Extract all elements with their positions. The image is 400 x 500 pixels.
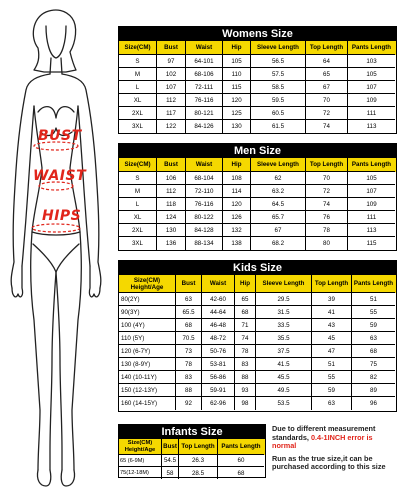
kids-table-cell: 45.5 (256, 371, 312, 384)
men-table-cell: 113 (348, 224, 395, 237)
body-measurement-figure (0, 0, 118, 500)
womens-table-cell: 80-121 (186, 107, 223, 120)
womens-table-cell: 72-111 (186, 81, 223, 94)
womens-table-cell: 58.5 (251, 81, 306, 94)
womens-table-cell: 113 (366, 123, 377, 130)
kids-table-cell: 51 (352, 293, 395, 306)
womens-table-cell: 56.5 (251, 55, 306, 68)
men-table-cell: 112 (157, 185, 186, 198)
kids-table-cell: 88 (176, 384, 202, 397)
kids-table-cell: 35.5 (256, 332, 312, 345)
kids-table-cell: 160 (14-15Y) (119, 397, 176, 410)
kids-table-cell: 89 (352, 384, 395, 397)
men-header-cell: Bust (157, 158, 186, 172)
womens-rows (119, 55, 396, 133)
kids-table-row (119, 397, 396, 410)
kids-table-cell: 41 (312, 306, 352, 319)
men-table-cell: 126 (223, 211, 251, 224)
kids-table-cell: 63 (312, 397, 352, 410)
kids-table-cell: 53.5 (256, 397, 312, 410)
men-table-cell: 62 (251, 172, 306, 185)
kids-table-cell: 71 (235, 319, 256, 332)
men-table-cell: 111 (348, 211, 395, 224)
kids-table-cell: 33.5 (256, 319, 312, 332)
womens-size-table (118, 26, 397, 134)
womens-table-cell: 107 (157, 81, 186, 94)
womens-table-cell: 76-116 (186, 94, 223, 107)
womens-header-cell: Pants Length (348, 41, 395, 55)
men-header-cell: Hip (223, 158, 251, 172)
men-table-cell: S (119, 172, 157, 185)
measurement-error-note (272, 425, 398, 451)
infants-header-row (119, 439, 265, 455)
womens-table-cell: 65 (306, 68, 348, 81)
size-note (272, 425, 398, 476)
men-table-cell: 106 (157, 172, 186, 185)
infants-table-cell: 60 (218, 455, 264, 467)
kids-table-cell: 90(3Y) (119, 306, 176, 319)
men-header-cell: Sleeve Length (251, 158, 306, 172)
kids-size-table (118, 260, 397, 412)
womens-table-row (119, 107, 396, 120)
true-size-note: Run as the true size,it can be purchased according to this size (272, 453, 386, 472)
womens-table-cell: 2XL (119, 107, 157, 120)
kids-table-cell: 65 (235, 293, 256, 306)
kids-table-cell: 96 (370, 400, 377, 407)
men-table-cell: 136 (157, 237, 186, 250)
womens-header-cell: Hip (223, 41, 251, 55)
kids-table-cell: 45 (312, 332, 352, 345)
womens-table-cell: 107 (348, 81, 395, 94)
infants-size-title: Infants Size (119, 425, 265, 439)
kids-table-cell: 68 (176, 319, 202, 332)
womens-table-row (119, 81, 396, 94)
men-table-row (119, 198, 396, 211)
men-table-cell: 84-128 (186, 224, 223, 237)
men-table-row (119, 224, 396, 237)
kids-table-cell: 44-64 (202, 306, 235, 319)
kids-header-cell: Bust (176, 275, 202, 293)
kids-table-row (119, 319, 396, 332)
womens-table-cell: 97 (157, 55, 186, 68)
kids-table-cell: 65.5 (176, 306, 202, 319)
men-table-cell: 108 (223, 172, 251, 185)
note-line1-pre: Due to different measurement standards, (272, 424, 376, 442)
kids-table-row (119, 345, 396, 358)
womens-table-row (119, 68, 396, 81)
men-table-cell: 88-134 (186, 237, 223, 250)
kids-table-cell: 55 (352, 306, 395, 319)
womens-table-cell: 67 (306, 81, 348, 94)
kids-table-cell: 92 (176, 397, 202, 410)
kids-header-cell: Hip (235, 275, 256, 293)
kids-table-cell: 63 (176, 293, 202, 306)
men-table-cell: 107 (348, 185, 395, 198)
womens-table-row (119, 55, 396, 68)
men-size-table (118, 143, 397, 251)
womens-header-cell: Waist (186, 41, 223, 55)
womens-table-row (119, 94, 396, 107)
kids-table-cell: 82 (352, 371, 395, 384)
men-table-cell: 3XL (119, 237, 157, 250)
men-table-cell: 105 (348, 172, 395, 185)
womens-size-title: Womens Size (119, 27, 396, 41)
men-table-cell: 114 (223, 185, 251, 198)
kids-table-cell: 74 (235, 332, 256, 345)
kids-table-row (119, 306, 396, 319)
kids-header-cell: Size(CM) Height/Age (119, 275, 176, 293)
men-table-cell: 68-104 (186, 172, 223, 185)
men-header-cell: Waist (186, 158, 223, 172)
kids-table-cell: 39 (312, 293, 352, 306)
kids-table-cell: 83 (176, 371, 202, 384)
bust-label: BUST (38, 128, 82, 144)
kids-table-cell: 83 (235, 358, 256, 371)
womens-table-cell: 3XL (119, 120, 157, 133)
kids-table-cell: 53-81 (202, 358, 235, 371)
womens-table-cell: 115 (223, 81, 251, 94)
men-table-cell: 64.5 (251, 198, 306, 211)
men-table-cell: 109 (348, 198, 395, 211)
kids-header-cell: Sleeve Length (256, 275, 312, 293)
infants-rows (119, 455, 265, 479)
kids-table-cell: 50-76 (202, 345, 235, 358)
kids-table-cell: 130 (8-9Y) (119, 358, 176, 371)
kids-table-cell: 110 (5Y) (119, 332, 176, 345)
kids-table-cell: 42-60 (202, 293, 235, 306)
infants-header-cell: Bust (162, 439, 179, 455)
men-table-cell: 72 (306, 185, 348, 198)
womens-table-cell: XL (119, 94, 157, 107)
womens-table-cell: 110 (223, 68, 251, 81)
infants-header-cell: Top Length (179, 439, 218, 455)
men-table-cell: 124 (157, 211, 186, 224)
infants-table-row (119, 455, 265, 467)
kids-table-cell: 51 (312, 358, 352, 371)
kids-table-row (119, 332, 396, 345)
kids-table-cell: 55 (312, 371, 352, 384)
kids-table-cell: 49.5 (256, 384, 312, 397)
womens-table-cell: 130 (223, 120, 251, 133)
womens-table-cell: 74 (306, 120, 348, 133)
kids-table-cell: 37.5 (256, 345, 312, 358)
womens-table-cell: 111 (348, 107, 395, 120)
men-table-row (119, 185, 396, 198)
kids-table-cell: 140 (10-11Y) (119, 371, 176, 384)
men-table-cell: 67 (251, 224, 306, 237)
womens-table-cell: L (119, 81, 157, 94)
men-table-cell: 65.7 (251, 211, 306, 224)
men-table-cell: 76-116 (186, 198, 223, 211)
kids-table-row (119, 358, 396, 371)
kids-table-row (119, 371, 396, 384)
infants-size-table (118, 424, 266, 478)
kids-size-title: Kids Size (119, 261, 396, 275)
kids-table-cell: 73 (176, 345, 202, 358)
waist-label: WAIST (33, 168, 87, 184)
infants-table-cell: 58 (162, 467, 179, 479)
womens-table-cell: 61.5 (251, 120, 306, 133)
men-table-cell: 2XL (119, 224, 157, 237)
kids-table-cell: 47 (312, 345, 352, 358)
womens-table-cell: 70 (306, 94, 348, 107)
kids-table-cell: 68 (352, 345, 395, 358)
kids-table-cell: 78 (176, 358, 202, 371)
kids-table-cell: 150 (12-13Y) (119, 384, 176, 397)
men-table-row (119, 237, 396, 250)
infants-header-cell: Size(CM) Height/Age (119, 439, 162, 455)
men-table-row (119, 172, 396, 185)
kids-table-cell: 98 (235, 397, 256, 410)
kids-table-cell: 93 (235, 384, 256, 397)
kids-table-cell: 29.5 (256, 293, 312, 306)
womens-table-cell: 120 (223, 94, 251, 107)
men-header-cell: Size(CM) (119, 158, 157, 172)
men-table-cell: 118 (157, 198, 186, 211)
infants-table-cell: 65 (6-9M) (119, 455, 162, 467)
womens-table-cell: 102 (157, 68, 186, 81)
infants-table-cell: 28.5 (179, 467, 218, 479)
men-table-cell: M (119, 185, 157, 198)
kids-table-row (119, 384, 396, 397)
men-table-cell: 130 (157, 224, 186, 237)
men-table-cell: XL (119, 211, 157, 224)
men-size-title: Men Size (119, 144, 396, 158)
men-header-row (119, 158, 396, 172)
kids-table-cell: 46-48 (202, 319, 235, 332)
men-table-cell: 74 (306, 198, 348, 211)
womens-header-cell: Sleeve Length (251, 41, 306, 55)
kids-table-row (119, 293, 396, 306)
kids-table-cell: 59 (352, 319, 395, 332)
kids-table-cell: 43 (312, 319, 352, 332)
kids-header-row (119, 275, 396, 293)
men-table-cell: 138 (223, 237, 251, 250)
body-outline-illustration (0, 0, 118, 500)
men-table-cell: 120 (223, 198, 251, 211)
kids-table-cell: 78 (235, 345, 256, 358)
womens-table-cell: 60.5 (251, 107, 306, 120)
womens-table-cell: S (119, 55, 157, 68)
men-table-cell: 78 (306, 224, 348, 237)
womens-table-cell: 125 (223, 107, 251, 120)
infants-table-cell: 68 (237, 469, 245, 477)
womens-table-cell: 103 (348, 55, 395, 68)
kids-table-cell: 48-72 (202, 332, 235, 345)
men-table-cell: 115 (366, 240, 377, 247)
womens-table-cell: 84-126 (186, 120, 223, 133)
men-table-cell: L (119, 198, 157, 211)
kids-table-cell: 75 (352, 358, 395, 371)
kids-table-cell: 120 (6-7Y) (119, 345, 176, 358)
kids-table-cell: 88 (235, 371, 256, 384)
kids-table-cell: 68 (235, 306, 256, 319)
infants-table-cell: 54.5 (162, 455, 179, 467)
womens-table-cell: 109 (348, 94, 395, 107)
womens-header-cell: Bust (157, 41, 186, 55)
womens-table-cell: 105 (223, 55, 251, 68)
men-rows (119, 172, 396, 250)
womens-table-cell: 117 (157, 107, 186, 120)
kids-rows (119, 293, 396, 410)
womens-header-cell: Size(CM) (119, 41, 157, 55)
men-table-row (119, 211, 396, 224)
men-table-cell: 80 (306, 237, 348, 250)
men-header-cell: Top Length (306, 158, 348, 172)
men-table-cell: 76 (306, 211, 348, 224)
infants-table-row (119, 467, 265, 479)
womens-table-cell: 122 (157, 120, 186, 133)
womens-header-row (119, 41, 396, 55)
womens-table-cell: 112 (157, 94, 186, 107)
kids-table-cell: 41.5 (256, 358, 312, 371)
womens-table-cell: 57.5 (251, 68, 306, 81)
hips-label: HIPS (42, 208, 82, 224)
womens-table-cell: 59.5 (251, 94, 306, 107)
note-line1-red: 0.4-1INCH error (310, 432, 365, 442)
infants-table-cell: 75(12-18M) (119, 467, 162, 479)
kids-header-cell: Waist (202, 275, 235, 293)
infants-table-cell: 26.3 (179, 455, 218, 467)
kids-table-cell: 31.5 (256, 306, 312, 319)
note-line1-post: is normal (272, 432, 373, 451)
infants-header-cell: Pants Length (218, 439, 264, 455)
womens-table-cell: 64 (306, 55, 348, 68)
kids-table-cell: 62-96 (202, 397, 235, 410)
womens-table-row (119, 120, 396, 133)
kids-header-cell: Top Length (312, 275, 352, 293)
men-header-cell: Pants Length (348, 158, 395, 172)
kids-table-cell: 56-86 (202, 371, 235, 384)
men-table-cell: 132 (223, 224, 251, 237)
womens-table-cell: 72 (306, 107, 348, 120)
men-table-cell: 63.2 (251, 185, 306, 198)
kids-table-cell: 100 (4Y) (119, 319, 176, 332)
men-table-cell: 70 (306, 172, 348, 185)
men-table-cell: 80-122 (186, 211, 223, 224)
kids-table-cell: 63 (352, 332, 395, 345)
womens-table-cell: 105 (348, 68, 395, 81)
men-table-cell: 72-110 (186, 185, 223, 198)
kids-table-cell: 59-91 (202, 384, 235, 397)
kids-table-cell: 59 (312, 384, 352, 397)
men-table-cell: 68.2 (251, 237, 306, 250)
kids-table-cell: 80(2Y) (119, 293, 176, 306)
womens-header-cell: Top Length (306, 41, 348, 55)
womens-table-cell: 64-101 (186, 55, 223, 68)
womens-table-cell: M (119, 68, 157, 81)
kids-table-cell: 70.5 (176, 332, 202, 345)
kids-header-cell: Pants Length (352, 275, 395, 293)
womens-table-cell: 68-106 (186, 68, 223, 81)
